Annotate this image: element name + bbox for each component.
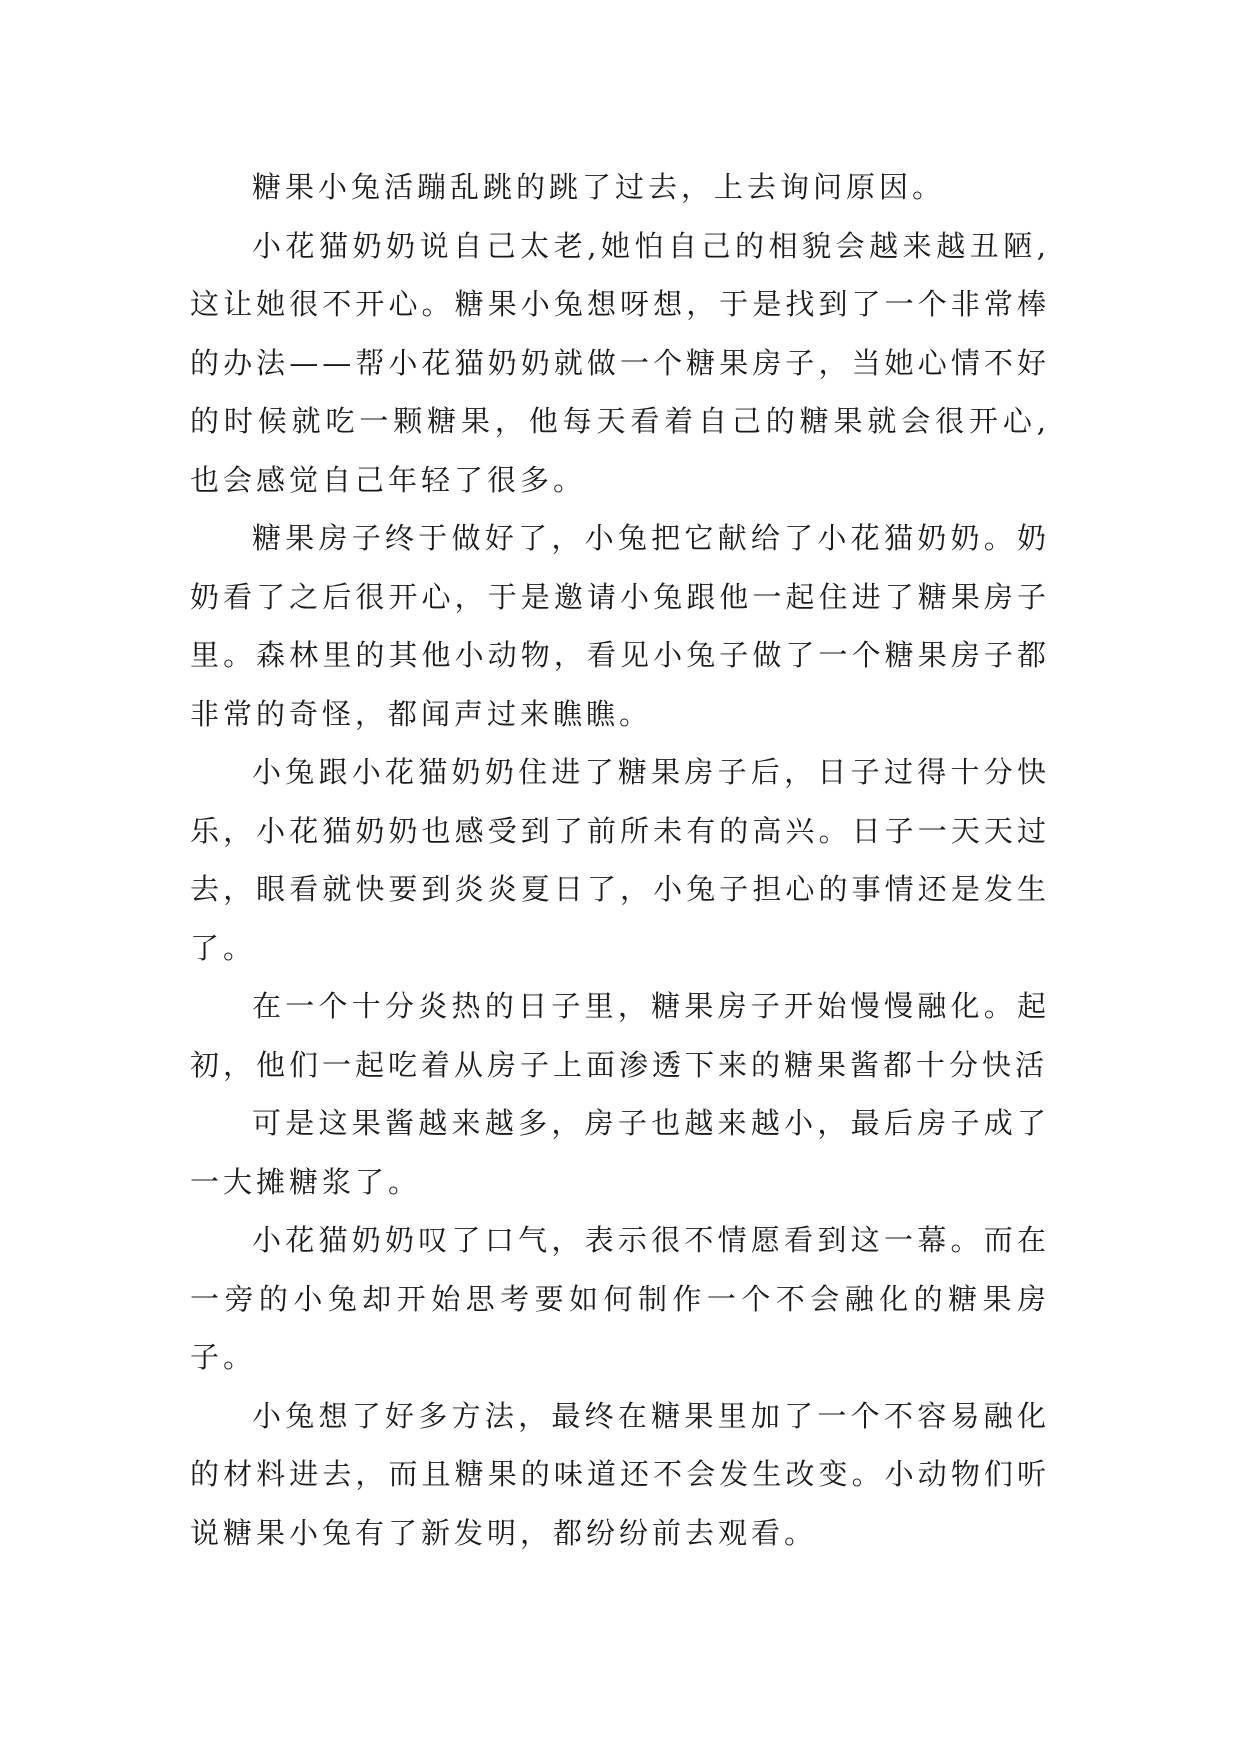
paragraph-5: 在一个十分炎热的日子里，糖果房子开始慢慢融化。起初，他们一起吃着从房子上面渗透下来的糖果酱都十分快活 (190, 989, 1050, 1082)
paragraph-1: 糖果小兔活蹦乱跳的跳了过去，上去询问原因。 (252, 170, 946, 204)
paragraph-6: 可是这果酱越来越多，房子也越来越小，最后房子成了一大摊糖浆了。 (190, 1106, 1050, 1199)
paragraph-2: 小花猫奶奶说自己太老,她怕自己的相貌会越来越丑陋,这让她很不开心。糖果小兔想呀想，于是找到了一个非常棒的办法——帮小花猫奶奶就做一个糖果房子，当她心情不好的时候就吃一颗糖果，他每天看着自己的糖果就会很开心,也会感觉自己年轻了很多。 (190, 228, 1050, 497)
paragraph-4: 小兔跟小花猫奶奶住进了糖果房子后，日子过得十分快乐，小花猫奶奶也感受到了前所未有的高兴。日子一天天过去，眼看就快要到炎炎夏日了，小兔子担心的事情还是发生了。 (190, 755, 1050, 965)
paragraph-8: 小兔想了好多方法，最终在糖果里加了一个不容易融化的材料进去，而且糖果的味道还不会发生改变。小动物们听说糖果小兔有了新发明，都纷纷前去观看。 (190, 1398, 1050, 1550)
paragraph-7: 小花猫奶奶叹了口气，表示很不情愿看到这一幕。而在一旁的小兔却开始思考要如何制作一个不会融化的糖果房子。 (190, 1223, 1050, 1374)
story-text (190, 158, 1050, 1562)
paragraph-3: 糖果房子终于做好了，小兔把它献给了小花猫奶奶。奶奶看了之后很开心，于是邀请小兔跟他一起住进了糖果房子里。森林里的其他小动物，看见小兔子做了一个糖果房子都非常的奇怪，都闻声过来瞧瞧。 (190, 521, 1050, 731)
